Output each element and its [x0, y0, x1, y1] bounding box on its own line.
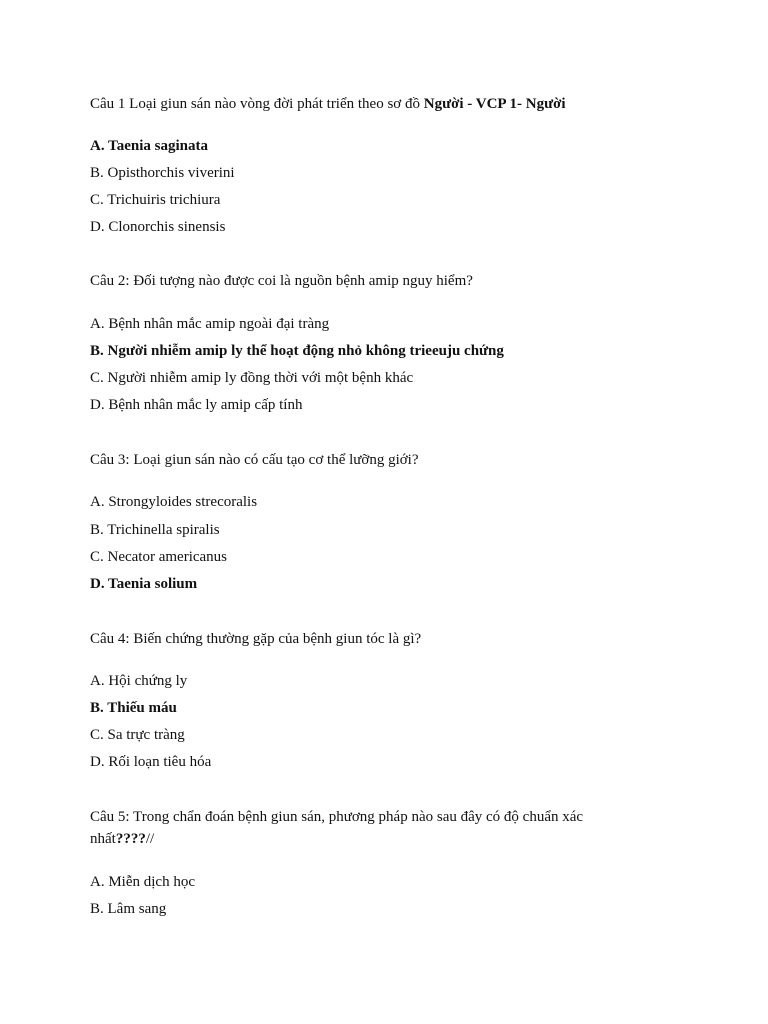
question-5-stem-line-2-text: nhất [90, 831, 116, 847]
question-3-option-b: B. Trichinella spiralis [90, 522, 220, 538]
question-2-stem: Câu 2: Đối tượng nào được coi là nguồn bệnh amip nguy hiểm? [90, 273, 473, 289]
question-2-option-a: A. Bệnh nhân mắc amip ngoài đại tràng [90, 316, 330, 332]
question-1-option-d: D. Clonorchis sinensis [90, 219, 226, 235]
question-5-option-b: B. Lâm sang [90, 901, 167, 917]
question-1-stem-bold: Người - VCP 1- Người [423, 96, 566, 112]
question-5-stem-line-1: Câu 5: Trong chẩn đoán bệnh giun sán, phương pháp nào sau đây có độ chuẩn xác [90, 809, 584, 825]
question-4-option-d: D. Rối loạn tiêu hóa [90, 754, 212, 770]
question-3-option-d: D. Taenia solium [90, 576, 198, 592]
question-1-option-a: A. Taenia saginata [90, 138, 208, 154]
document-page [90, 0, 690, 1024]
question-5-stem-line-2 [90, 829, 154, 849]
question-1-stem [90, 94, 566, 114]
question-5-stem-line-2-suffix: // [145, 831, 155, 847]
question-1-option-b: B. Opisthorchis viverini [90, 165, 235, 181]
question-2-option-c: C. Người nhiễm amip ly đồng thời với một bệnh khác [90, 370, 414, 386]
question-3-option-a: A. Strongyloides strecoralis [90, 494, 258, 510]
question-3-option-c: C. Necator americanus [90, 549, 228, 565]
question-1-stem-text: Câu 1 Loại giun sán nào vòng đời phát triển theo sơ đồ [90, 96, 424, 112]
question-3-stem: Câu 3: Loại giun sán nào có cấu tạo cơ thể lưỡng giới? [90, 452, 419, 468]
question-5-stem-line-2-bold: ???? [115, 831, 146, 847]
question-4-option-a: A. Hội chứng ly [90, 673, 188, 689]
question-5-option-a: A. Miễn dịch học [90, 874, 195, 890]
question-4-stem: Câu 4: Biến chứng thường gặp của bệnh giun tóc là gì? [90, 631, 422, 647]
question-4-option-c: C. Sa trực tràng [90, 727, 185, 743]
question-1-option-c: C. Trichuiris trichiura [90, 192, 221, 208]
question-4-option-b: B. Thiếu máu [90, 700, 177, 716]
question-2-option-d: D. Bệnh nhân mắc ly amip cấp tính [90, 397, 303, 413]
question-2-option-b: B. Người nhiễm amip ly thể hoạt động nhỏ không trieeuju chứng [90, 343, 504, 359]
